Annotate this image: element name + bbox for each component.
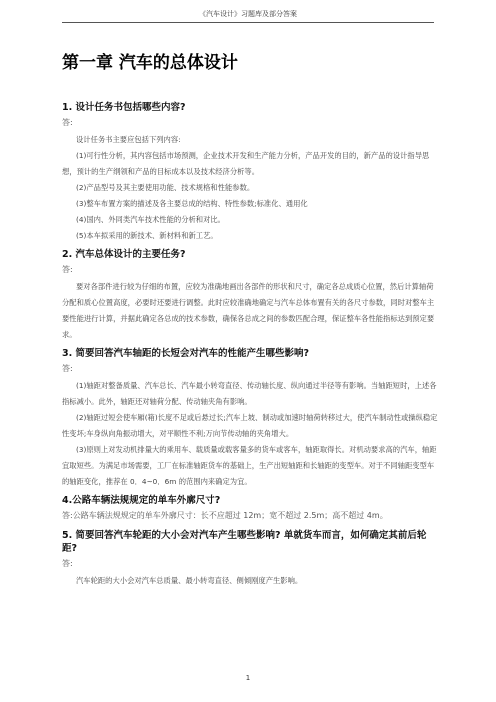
answer-label-5: 答: bbox=[62, 559, 73, 568]
section-1 bbox=[62, 101, 438, 244]
question-5: 5. 简要回答汽车轮距的大小会对汽车产生哪些影响? 单就货车而言，如何确定其前后轮距? bbox=[62, 530, 427, 554]
answer-label-4: 答:公路车辆法规规定的单车外廓尺寸：长不应超过 12m；宽不超过 2.5m；高不超过 4m。 bbox=[62, 511, 388, 520]
question-4: 4.公路车辆法规规定的单车外廓尺寸? bbox=[62, 495, 221, 506]
paragraph: 设计任务书主要应包括下列内容: bbox=[76, 135, 181, 144]
paragraph: (1)可行性分析，其内容包括市场预测，企业技术开发和生产能力分析，产品开发的目的，新产品的设计指导思想，预计的生产纲领和产品的目标成本以及技术经济分析等。 bbox=[62, 151, 430, 176]
question-3: 3. 简要回答汽车轴距的长短会对汽车的性能产生哪些影响? bbox=[62, 348, 310, 359]
question-1: 1. 设计任务书包括哪些内容? bbox=[62, 102, 186, 113]
paragraph: (2)产品型号及其主要使用功能、技术规格和性能参数。 bbox=[76, 183, 255, 192]
paragraph: (4)国内、外同类汽车技术性能的分析和对比。 bbox=[76, 215, 225, 224]
page-number: 1 bbox=[245, 674, 251, 682]
document-body bbox=[62, 30, 438, 589]
section-3 bbox=[62, 347, 438, 490]
section-5 bbox=[62, 529, 438, 589]
page-header: 《汽车设计》习题库及部分答案 bbox=[62, 8, 434, 23]
answer-label-3: 答: bbox=[62, 364, 73, 373]
chapter-title: 第一章 汽车的总体设计 bbox=[62, 53, 238, 73]
paragraph: (1)轴距对整备质量、汽车总长、汽车最小转弯直径、传动轴长度、纵向通过半径等有影响。当轴距短时，上述各指标减小。此外，轴距还对轴荷分配、传动轴夹角有影响。 bbox=[62, 381, 437, 406]
paragraph: 要对各部件进行较为仔细的布置，应较为准确地画出各部件的形状和尺寸，确定各总成质心位置，然后计算轴荷分配和质心位置高度，必要时还要进行调整。此时应较准确地确定与汽车总体布置有关的各尺寸参数，同时对整车主要性能进行计算，并据此确定各总成的技术参数，确保各总成之间的参数匹配合理，保证整车各性能指标达到预定要求。 bbox=[62, 282, 435, 339]
section-2 bbox=[62, 248, 438, 343]
paragraph: 汽车轮距的大小会对汽车总质量、最小转弯直径、侧倾刚度产生影响。 bbox=[76, 576, 303, 585]
section-4 bbox=[62, 494, 438, 522]
answer-label-2: 答: bbox=[62, 265, 73, 274]
paragraph: (3)整车布置方案的描述及各主要总成的结构、特性参数;标准化、通用化 bbox=[76, 199, 308, 208]
paragraph: (5)本车拟采用的新技术、新材料和新工艺。 bbox=[76, 231, 218, 240]
answer-label-1: 答: bbox=[62, 118, 73, 127]
paragraph: (3)原则上对发动机排量大的乘用车、载质量或载客量多的货车或客车，轴距取得长。对机动要求高的汽车，轴距宜取短些。为满足市场需要，工厂在标准轴距货车的基础上，生产出短轴距和长轴距的变型车。对于不同轴距变型车的轴距变化，推荐在 0．4~0．6m 的范围内来确定为宜。 bbox=[62, 445, 437, 486]
paragraph: (2)轴距过短会使车厢(箱)长度不足或后悬过长;汽车上坡、制动或加速时轴荷转移过大，使汽车制动性或操纵稳定性变坏;车身纵向角振动增大，对平顺性不利;万向节传动轴的夹角增大。 bbox=[62, 413, 438, 438]
question-2: 2. 汽车总体设计的主要任务? bbox=[62, 249, 186, 260]
